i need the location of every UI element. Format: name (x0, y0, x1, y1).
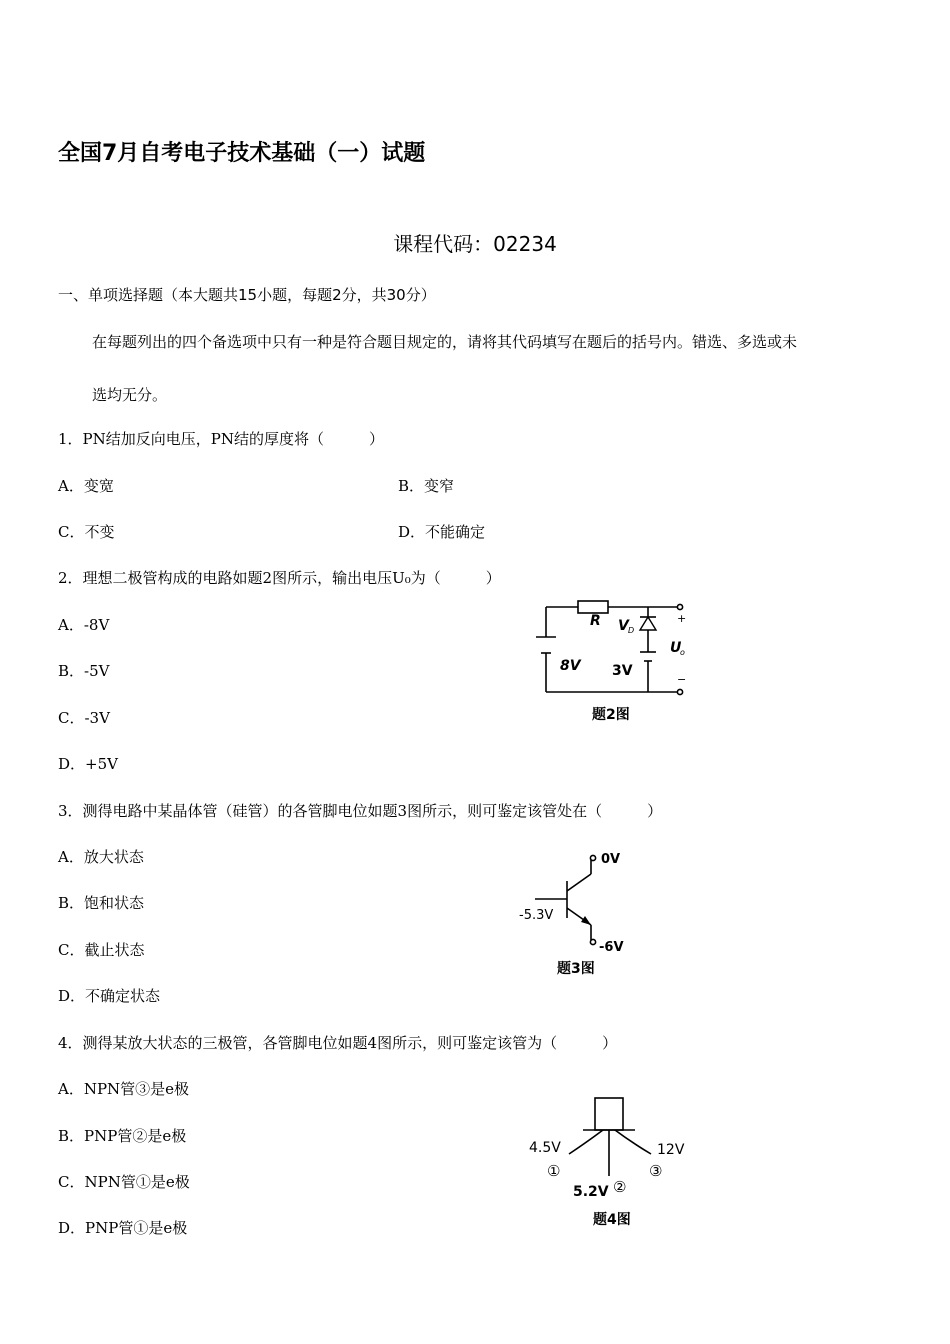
figure-3-transistor (515, 846, 645, 976)
question-3-option-c: C．截止状态 (58, 941, 145, 959)
label-uo-sub: o (680, 648, 685, 657)
label-minus: − (677, 673, 687, 686)
label-3v: 3V (612, 663, 633, 679)
question-2-option-c: C．-3V (58, 709, 110, 727)
figure-4-caption: 题4图 (593, 1212, 631, 1228)
figure-4-transistor-package (525, 1092, 695, 1232)
course-code: 课程代码：02234 (393, 232, 557, 256)
question-2-stem: 2．理想二极管构成的电路如题2图所示，输出电压U₀为（ ） (58, 569, 501, 587)
question-2-option-d: D．+5V (58, 755, 118, 773)
question-2-option-b: B．-5V (58, 662, 110, 680)
label-pin2: ② (613, 1178, 627, 1196)
question-1-option-d: D．不能确定 (398, 523, 486, 541)
label-vd-sub: D (628, 626, 635, 635)
figure-3-caption: 题3图 (557, 961, 595, 976)
question-1-option-c: C．不变 (58, 523, 115, 541)
label-r: R (590, 613, 601, 629)
instruction-line-1: 在每题列出的四个备选项中只有一种是符合题目规定的，请将其代码填写在题后的括号内。错选、多选或未 (92, 333, 798, 351)
question-3-option-b: B．饱和状态 (58, 894, 145, 912)
question-3-stem: 3．测得电路中某晶体管（硅管）的各管脚电位如题3图所示，则可鉴定该管处在（ ） (58, 802, 663, 820)
figure-2-caption: 题2图 (592, 707, 630, 723)
question-4-option-b: B．PNP管②是e极 (58, 1127, 187, 1145)
label-pin1-voltage: 4.5V (529, 1140, 561, 1156)
label-pin2-voltage: 5.2V (573, 1184, 609, 1200)
label-pin3-voltage: 12V (657, 1142, 685, 1158)
figure-2-circuit (530, 592, 700, 727)
label-emitter-voltage: -6V (599, 940, 624, 955)
question-4-option-a: A．NPN管③是e极 (58, 1080, 190, 1098)
label-base-voltage: -5.3V (519, 908, 554, 923)
question-1-option-b: B．变窄 (398, 477, 455, 495)
label-pin3: ③ (649, 1162, 663, 1180)
question-4-option-c: C．NPN管①是e极 (58, 1173, 190, 1191)
label-uo: U (670, 640, 682, 656)
label-plus: + (677, 612, 687, 625)
question-3-option-a: A．放大状态 (58, 848, 144, 866)
question-4-stem: 4．测得某放大状态的三极管，各管脚电位如题4图所示，则可鉴定该管为（ ） (58, 1034, 618, 1052)
question-1-stem: 1．PN结加反向电压，PN结的厚度将（ ） (58, 430, 384, 448)
label-collector-voltage: 0V (601, 852, 621, 867)
label-8v: 8V (560, 658, 581, 674)
question-4-option-d: D．PNP管①是e极 (58, 1219, 188, 1237)
label-vd: V (618, 618, 629, 634)
question-1-option-a: A．变宽 (58, 477, 114, 495)
exam-title: 全国7月自考电子技术基础（一）试题 (58, 141, 426, 166)
instruction-line-2: 选均无分。 (92, 386, 168, 404)
label-pin1: ① (547, 1162, 561, 1180)
question-2-option-a: A．-8V (58, 616, 110, 634)
section-heading: 一、单项选择题（本大题共15小题，每题2分，共30分） (58, 286, 436, 304)
question-3-option-d: D．不确定状态 (58, 987, 161, 1005)
